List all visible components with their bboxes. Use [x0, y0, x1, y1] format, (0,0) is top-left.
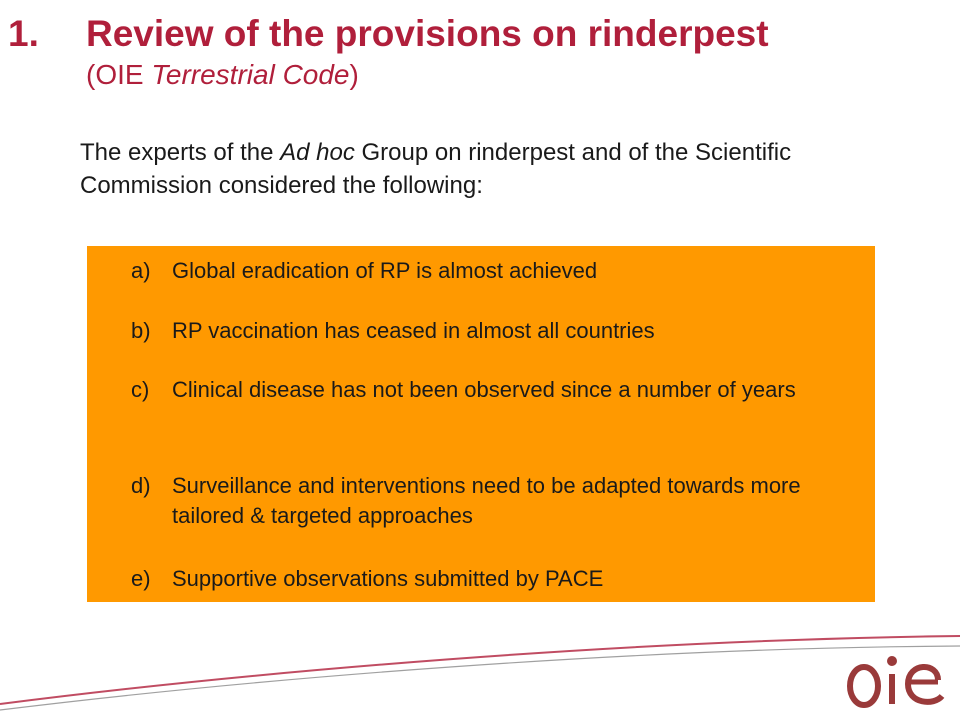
title-text: Review of the provisions on rinderpest — [86, 13, 769, 54]
subtitle-open: (OIE — [86, 59, 152, 90]
subtitle-italic: Terrestrial Code — [151, 59, 350, 90]
intro-italic: Ad hoc — [280, 139, 355, 166]
item-label: c) — [131, 377, 150, 402]
item-text: Supportive observations submitted by PACE — [172, 566, 604, 591]
item-label: d) — [131, 473, 151, 498]
item-label: a) — [131, 258, 151, 283]
item-text: RP vaccination has ceased in almost all countries — [172, 318, 655, 343]
subtitle-close: ) — [349, 59, 359, 90]
item-text: Surveillance and interventions need to be adapted towards more tailored & targeted approaches — [172, 473, 801, 528]
item-label: e) — [131, 566, 151, 591]
title-number: 1. — [8, 13, 39, 54]
intro-part2: Group on rinderpest and of the Scientific Commission considered the following: — [80, 139, 792, 199]
item-text: Global eradication of RP is almost achieved — [172, 258, 598, 283]
oie-logo-icon — [842, 640, 954, 714]
intro-part1: The experts of the — [80, 139, 281, 166]
item-label: b) — [131, 318, 151, 343]
item-text: Clinical disease has not been observed since a number of years — [172, 377, 796, 402]
